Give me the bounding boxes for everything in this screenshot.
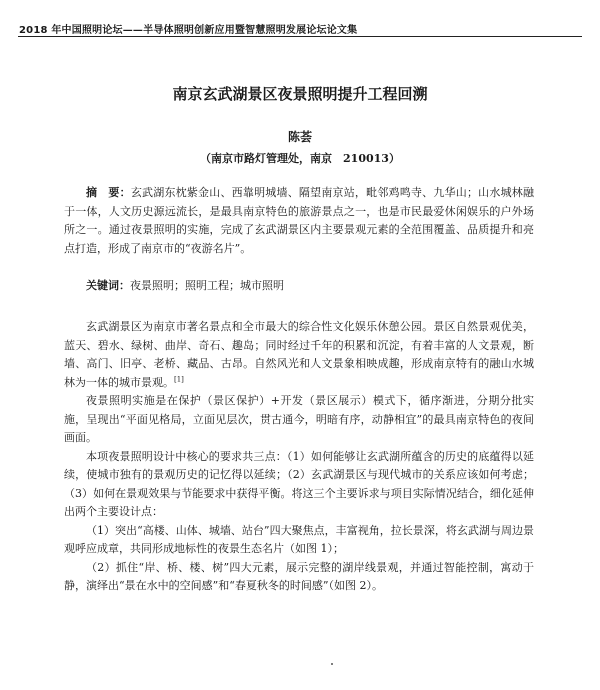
author-name: 陈荟 bbox=[287, 130, 312, 144]
reference-marker: [1] bbox=[174, 374, 184, 383]
running-header: 2018 年中国照明论坛——半导体照明创新应用暨智慧照明发展论坛论文集 bbox=[19, 25, 358, 36]
body-paragraph: 夜景照明实施是在保护（景区保护）+开发（景区展示）模式下，循序渐进，分期分批实施，呈现出“平面见格局，立面见层次，贯古通今，明暗有序，动静相宜”的最具南京特色的夜间画面。 bbox=[64, 394, 534, 444]
abstract-label: 摘 要： bbox=[86, 186, 131, 199]
abstract bbox=[64, 184, 534, 258]
body-paragraph: 玄武湖景区为南京市著名景点和全市最大的综合性文化娱乐休憩公园。景区自然景观优美，蓝天、碧水、绿树、曲岸、奇石、趣岛；同时经过千年的积累和沉淀，有着丰富的人文景观，断墙、高门、旧亭、老桥、藏品、古昂。自然风光和人文景象相映成趣，形成南京特有的融山水城林为一体的城市景观。[1] bbox=[64, 320, 534, 389]
scan-dot bbox=[331, 663, 333, 665]
keywords bbox=[64, 277, 534, 296]
abstract-text: 玄武湖东枕紫金山、西靠明城墙、隔望南京站，毗邻鸡鸣寺、九华山；山水城林融于一体，人文历史源远流长，是最具南京特色的旅游景点之一，也是市民最爱休闲娱乐的户外场所之一。通过夜景照明的实施，完成了玄武湖景区内主要景观元素的全范围覆盖、品质提升和亮点打造，形成了南京市的“夜游名片”。 bbox=[64, 186, 535, 255]
body-paragraph: 本项夜景照明设计中核心的要求共三点：（1）如何能够让玄武湖所蕴含的历史的底蕴得以延续，使城市独有的景观历史的记忆得以延续；（2）玄武湖景区与现代城市的关系应该如何考虑；（3）如何在景观效果与节能要求中获得平衡。将这三个主要诉求与项目实际情况结合，细化延伸出两个主要设计点： bbox=[64, 449, 534, 518]
keywords-text: 夜景照明；照明工程；城市照明 bbox=[130, 279, 284, 292]
body-paragraph: （1）突出“高楼、山体、城墙、站台”四大聚焦点，丰富视角，拉长景深，将玄武湖与周边景观呼应成章，共同形成地标性的夜景生态名片（如图 1）； bbox=[64, 523, 534, 555]
paper-title: 南京玄武湖景区夜景照明提升工程回溯 bbox=[172, 85, 428, 103]
author-affiliation: （南京市路灯管理处，南京 210013） bbox=[200, 152, 400, 165]
keywords-label: 关键词： bbox=[86, 279, 130, 292]
header-divider bbox=[18, 36, 582, 37]
body-text bbox=[64, 318, 534, 596]
body-paragraph: （2）抓住“岸、桥、楼、树”四大元素，展示完整的湖岸线景观，并通过智能控制，寓动于静，演绎出“景在水中的空间感”和“春夏秋冬的时间感”（如图 2）。 bbox=[64, 560, 534, 592]
